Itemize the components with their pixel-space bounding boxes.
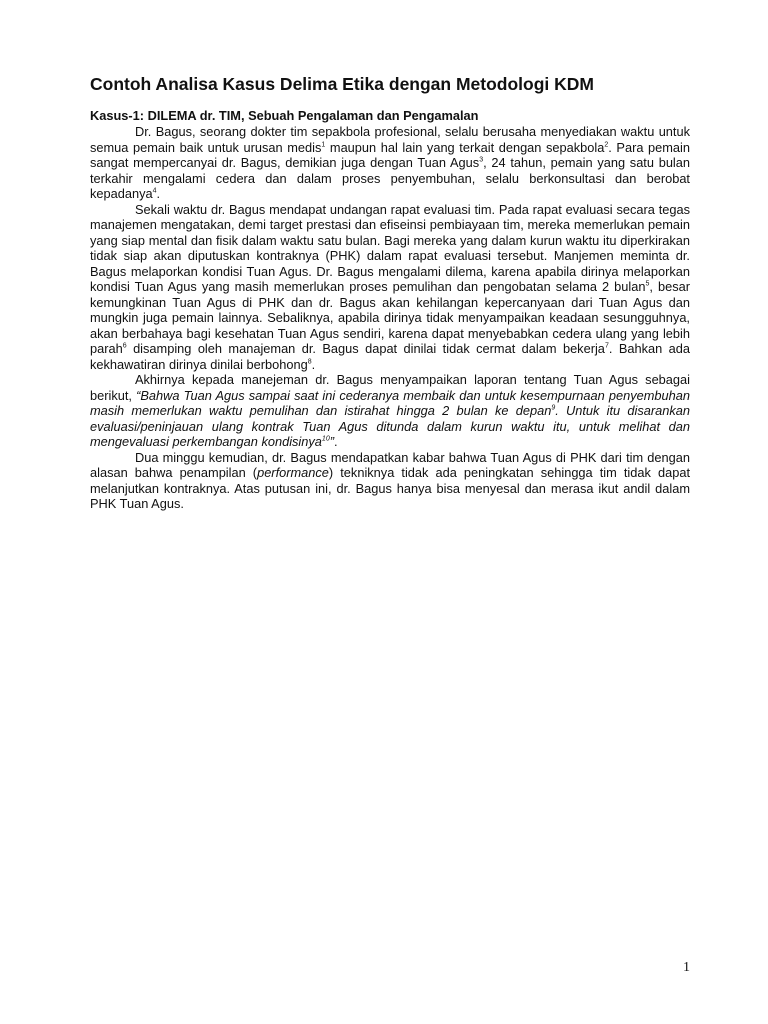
- text-run: ”: [329, 434, 334, 449]
- footnote-marker: 3: [479, 156, 484, 164]
- paragraph-2: [90, 202, 690, 373]
- text-run: Dr. Bagus, seorang dokter tim sepakbola profesional, selalu berusaha menyediakan waktu untuk semua pemain baik untuk urusan medis: [90, 124, 690, 155]
- footnote-marker: 8: [307, 358, 312, 366]
- text-run: Dua minggu kemudian, dr. Bagus mendapatkan kabar bahwa Tuan Agus di PHK dari tim dengan alasan bahwa penampilan (: [90, 449, 690, 480]
- page-number: 1: [683, 960, 690, 975]
- footnote-marker: 4: [152, 187, 157, 195]
- text-run: maupun hal lain yang terkait dengan sepakbola: [325, 139, 605, 155]
- text-run: “Bahwa Tuan Agus sampai saat ini cederanya membaik dan untuk kesempurnaan penyembuhan masih memerlukan waktu pemulihan dan istirahat hingga 2 bulan ke depan: [90, 387, 691, 418]
- paragraph-4: [90, 450, 690, 512]
- case-heading: Kasus-1: DILEMA dr. TIM, Sebuah Pengalaman dan Pengamalan: [90, 108, 479, 123]
- footnote-marker: 1: [321, 141, 326, 149]
- footnote-marker: 9: [551, 404, 556, 412]
- document-title: Contoh Analisa Kasus Delima Etika dengan Metodologi KDM: [90, 74, 594, 94]
- text-run: . Bahkan ada kekhawatiran dirinya dinilai berbohong: [90, 341, 691, 372]
- footnote-marker: 7: [604, 342, 609, 350]
- footnote-marker: 2: [604, 141, 609, 149]
- text-run: . Para pemain sangat mempercanyai dr. Bagus, demikian juga dengan Tuan Agus: [90, 139, 691, 170]
- text-run: .: [311, 356, 316, 372]
- text-run: .: [156, 186, 161, 201]
- text-run: , 24 tahun, pemain yang satu bulan terkahir mengalami cedera dan dalam proses penyembuhan, selalu berkonsultasi dan berobat kepadanya: [90, 155, 691, 201]
- paragraph-3: [90, 372, 690, 450]
- quoted-report: [90, 388, 690, 450]
- footnote-marker: 5: [645, 280, 650, 288]
- text-run: disamping oleh manajeman dr. Bagus dapat dinilai tidak cermat dalam bekerja: [126, 341, 605, 356]
- footnote-marker: 6: [122, 342, 127, 350]
- text-run: . Untuk itu disarankan evaluasi/peninjauan ulang kontrak Tuan Agus ditunda dalam kurun waktu itu, untuk melihat dan mengevaluasi perkembangan kondisinya: [90, 403, 690, 449]
- text-run: , besar kemungkinan Tuan Agus di PHK dan dr. Bagus akan kehilangan kepercanyaan dari Tuan Agus dan mungkin juga pemain lainnya. Sebaliknya, apabila dirinya tidak menyampaikan keadaan sesungguhnya, akan berbahaya bagi kesehatan Tuan Agus sendiri, karena dapat menyebabkan cedera ulang yang lebih parah: [90, 279, 690, 356]
- text-run: Sekali waktu dr. Bagus mendapat undangan rapat evaluasi tim. Pada rapat evaluasi secara tegas manajemen mengatakan, demi target prestasi dan efiseinsi pembiayaan tim, mereka memerlukan pemain yang siap mental dan fisik dalam waktu satu bulan. Bagi mereka yang dalam kurun waktu itu diperkirakan tidak siap akan diputuskan kontraknya (PHK) dalam rapat evaluasi tersebut. Manjemen meminta dr. Bagus melaporkan kondisi Tuan Agus. Dr. Bagus mengalami dilema, karena apabila dirinya melaporkan kondisi Tuan Agus yang masih memerlukan proses pemulihan dan pengobatan selama 2 bulan: [90, 201, 690, 294]
- text-run: ) tekniknya tidak ada peningkatan sehingga tim tidak dapat melanjutkan kontraknya. Atas putusan ini, dr. Bagus hanya bisa menyesal dan merasa ikut andil dalam PHK Tuan Agus.: [90, 465, 690, 511]
- footnote-marker: 10: [321, 435, 330, 443]
- paragraph-1: [90, 124, 690, 202]
- italic-term: performance: [257, 465, 329, 480]
- text-run: .: [333, 434, 338, 449]
- document-body: [90, 124, 690, 512]
- text-run: Akhirnya kepada manejeman dr. Bagus menyampaikan laporan tentang Tuan Agus sebagai berikut,: [90, 372, 690, 403]
